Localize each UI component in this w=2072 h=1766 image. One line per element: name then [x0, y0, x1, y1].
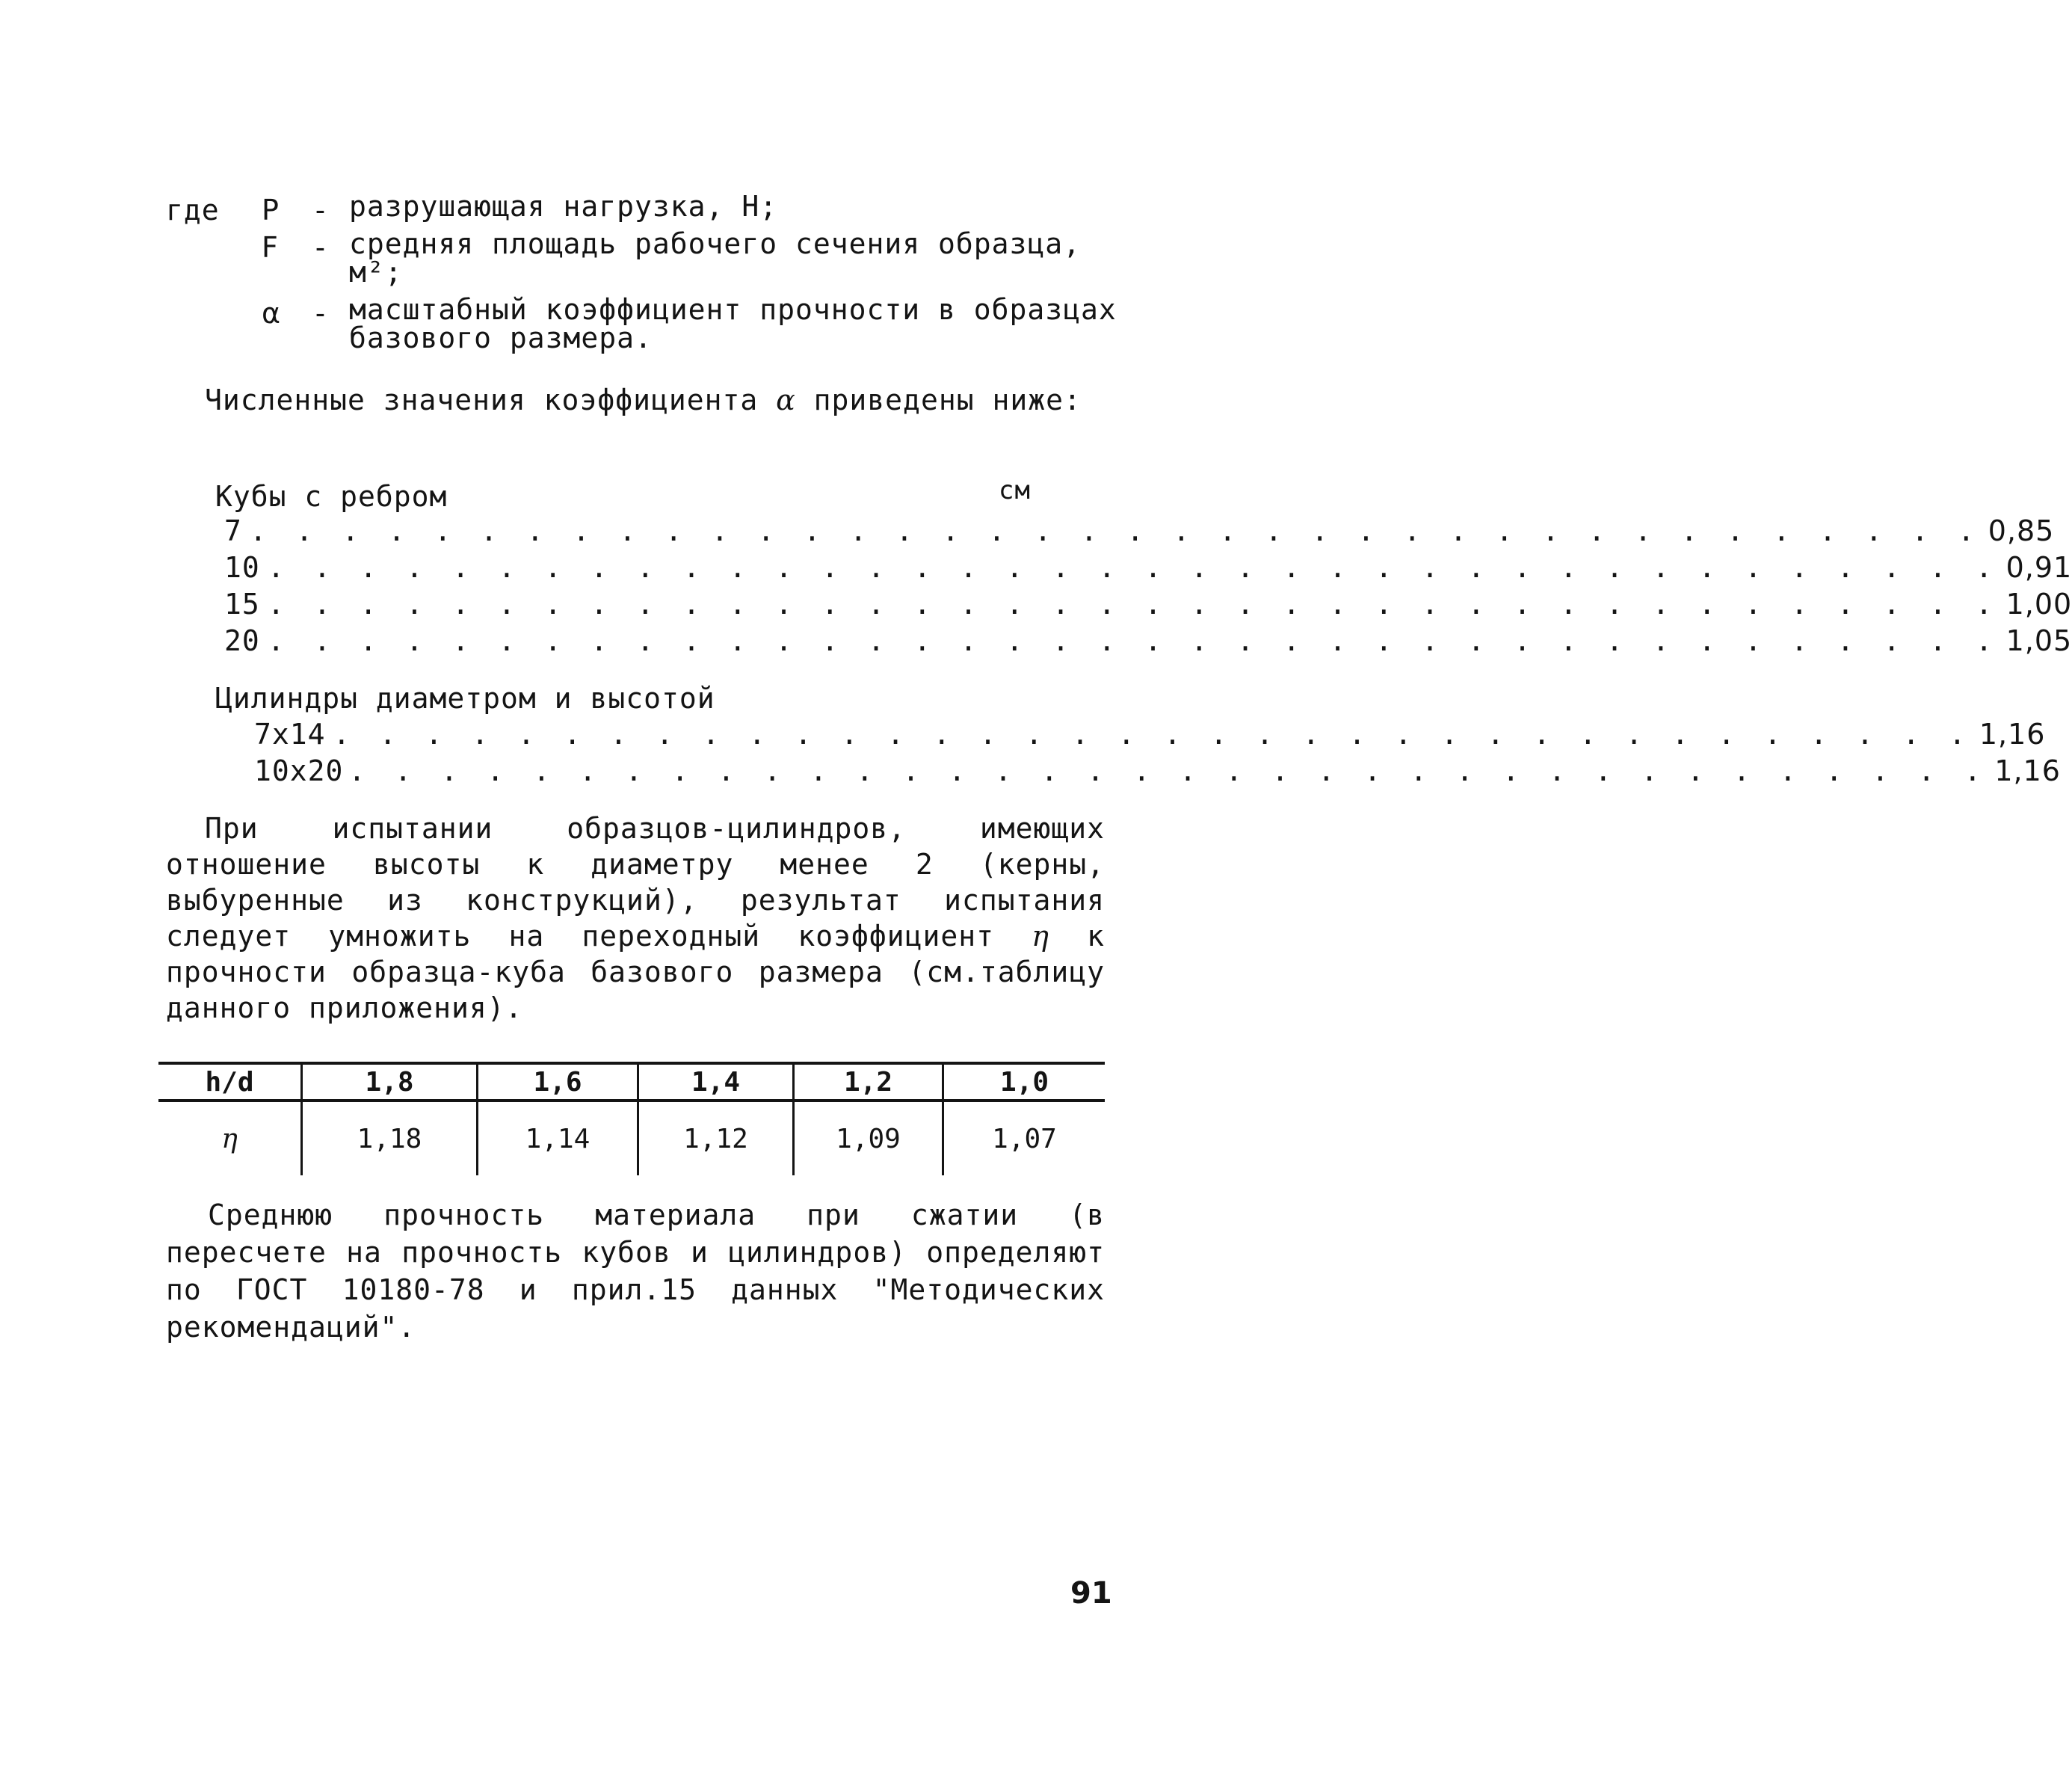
coefficient-table: [158, 1062, 1105, 1175]
symbol-p: P: [262, 194, 280, 227]
table-cell: 1,09: [794, 1101, 943, 1175]
list-label: 15: [224, 588, 260, 621]
list-item: [254, 716, 2046, 752]
unit-label: см: [999, 476, 1031, 505]
cylinder-paragraph: [166, 810, 1105, 1026]
intro-text: приведены ниже:: [813, 384, 1082, 416]
strength-paragraph: Среднюю прочность материала при сжатии (в пересчете на прочность кубов и цилиндров) определяют по ГОСТ 10180-78 и прил.15 данных "Методических рекомендаций".: [166, 1199, 1105, 1344]
list-value: 0,91: [2005, 551, 2072, 584]
list-value: 1,16: [1979, 718, 2046, 751]
list-item: [254, 753, 2061, 789]
list-value: 1,16: [1994, 754, 2061, 787]
intro-text: Численные значения коэффициента: [205, 384, 759, 416]
dot-leader: . . . . . . . . . . . . . . . . . . . . . . . . . . . . . . . . . . . . . .: [267, 624, 1999, 657]
list-item: [224, 550, 2072, 585]
table-header-row: [158, 1063, 1105, 1101]
cubes-heading: Кубы с ребром: [215, 480, 448, 513]
list-item: [224, 623, 2072, 659]
dot-leader: . . . . . . . . . . . . . . . . . . . . . . . . . . . . . . . . . . . . . .: [267, 588, 1999, 621]
dot-leader: . . . . . . . . . . . . . . . . . . . . . . . . . . . . . . . . . . . .: [348, 754, 1988, 787]
list-value: 0,85: [1988, 514, 2055, 547]
dot-leader: . . . . . . . . . . . . . . . . . . . . . . . . . . . . . . . . . . . .: [333, 718, 1972, 751]
list-item: [224, 513, 2055, 549]
definition-text: средняя площадь рабочего сечения образца, м²;: [349, 227, 1081, 289]
list-value: 1,00: [2005, 588, 2072, 621]
table-header-cell: 1,6: [478, 1063, 638, 1101]
definition-dash: -: [312, 194, 330, 227]
table-header-cell: 1,0: [943, 1063, 1106, 1101]
list-label: 10x20: [254, 754, 344, 787]
definition-text: разрушающая нагрузка, Н;: [349, 190, 778, 223]
where-label: где: [166, 194, 220, 227]
cylinders-heading: Цилиндры диаметром и высотой: [215, 682, 715, 715]
list-item: [224, 586, 2072, 622]
table-cell: 1,07: [943, 1101, 1106, 1175]
list-label: 7x14: [254, 718, 326, 751]
list-label: 20: [224, 624, 260, 657]
definition-dash: -: [312, 231, 330, 264]
table-header-cell: 1,2: [794, 1063, 943, 1101]
table-cell: 1,12: [638, 1101, 794, 1175]
symbol-alpha: α: [776, 384, 796, 416]
table-cell: 1,18: [302, 1101, 478, 1175]
table-cell: η: [221, 1123, 238, 1154]
paragraph-text: При испытании образцов-цилиндров, имеющих отношение высоты к диаметру менее 2 (керны, выбуренные из конструкций), результат испытания следует умножить на переходный коэффициент: [166, 812, 1105, 953]
intro-paragraph: [166, 381, 1105, 419]
dot-leader: . . . . . . . . . . . . . . . . . . . . . . . . . . . . . . . . . . . . . .: [267, 551, 1999, 584]
list-value: 1,05: [2005, 624, 2072, 657]
definition-text: масштабный коэффициент прочности в образцах базового размера.: [349, 293, 1117, 354]
symbol-eta: η: [1032, 920, 1049, 953]
definition-dash: -: [312, 297, 330, 330]
list-label: 7: [224, 514, 242, 547]
paragraph-text: к прочности образца-куба базового размера (см.таблицу данного приложения).: [166, 920, 1106, 1024]
dot-leader: . . . . . . . . . . . . . . . . . . . . . . . . . . . . . . . . . . . . . .: [249, 514, 1981, 547]
list-label: 10: [224, 551, 260, 584]
page-number: 91: [1070, 1576, 1112, 1610]
table-row: [158, 1101, 1105, 1175]
table-header-cell: 1,4: [638, 1063, 794, 1101]
table-header-cell: h/d: [205, 1066, 254, 1098]
table-header-cell: 1,8: [302, 1063, 478, 1101]
table-cell: 1,14: [478, 1101, 638, 1175]
symbol-f: F: [262, 231, 279, 264]
symbol-alpha: α: [262, 297, 282, 330]
